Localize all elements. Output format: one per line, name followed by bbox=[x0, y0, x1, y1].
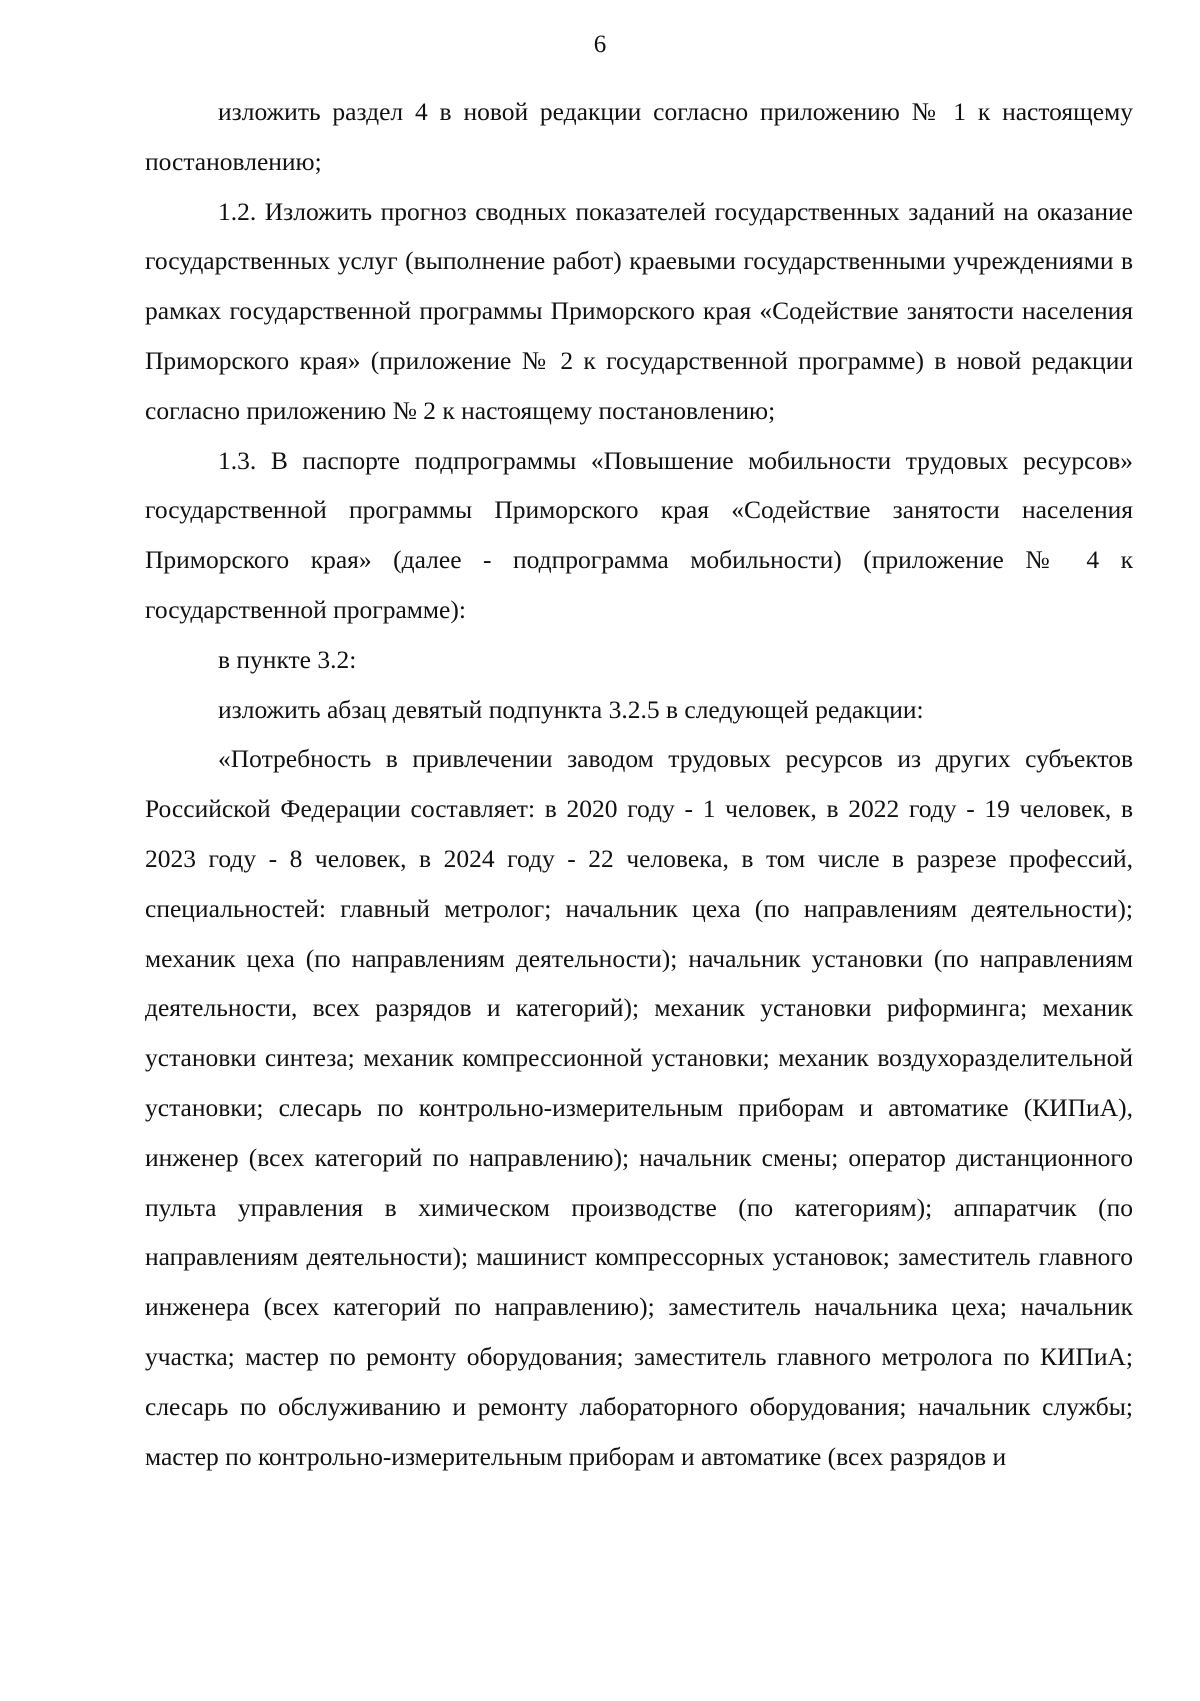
document-body bbox=[145, 87, 1133, 1481]
page-number: 6 bbox=[593, 31, 607, 58]
paragraph-1-2: 1.2. Изложить прогноз сводных показателей государственных заданий на оказание государственных услуг (выполнение работ) краевыми государственными учреждениями в рамках государственной программы Приморского края «Содействие занятости населения Приморского края» (приложение № 2 к государственной программе) в новой редакции согласно приложению № 2 к настоящему постановлению; bbox=[145, 196, 1133, 425]
paragraph-point-3-2: в пункте 3.2: bbox=[218, 644, 357, 674]
paragraph-section-4: изложить раздел 4 в новой редакции согласно приложению № 1 к настоящему постановлению; bbox=[145, 97, 1133, 176]
paragraph-1-3: 1.3. В паспорте подпрограммы «Повышение мобильности трудовых ресурсов» государственной программы Приморского края «Содействие занятости населения Приморского края» (далее - подпрограмма мобильности) (приложение № 4 к государственной программе): bbox=[145, 445, 1133, 624]
paragraph-workforce-need: «Потребность в привлечении заводом трудовых ресурсов из других субъектов Российской Федерации составляет: в 2020 году - 1 человек, в 2022 году - 19 человек, в 2023 году - 8 человек, в 2024 году - 22 человека, в том числе в разрезе профессий, специальностей: главный метролог; начальник цеха (по направлениям деятельности); механик цеха (по направлениям деятельности); начальник установки (по направлениям деятельности, всех разрядов и категорий); механик установки риформинга; механик установки синтеза; механик компрессионной установки; механик воздухоразделительной установки; слесарь по контрольно-измерительным приборам и автоматике (КИПиА), инженер (всех категорий по направлению); начальник смены; оператор дистанционного пульта управления в химическом производстве (по категориям); аппаратчик (по направлениям деятельности); машинист компрессорных установок; заместитель главного инженера (всех категорий по направлению); заместитель начальника цеха; начальник участка; мастер по ремонту оборудования; заместитель главного метролога по КИПиА; слесарь по обслуживанию и ремонту лабораторного оборудования; начальник службы; мастер по контрольно-измерительным приборам и автоматике (всех разрядов и bbox=[145, 744, 1133, 1471]
paragraph-subpoint-3-2-5: изложить абзац девятый подпункта 3.2.5 в следующей редакции: bbox=[218, 694, 924, 724]
